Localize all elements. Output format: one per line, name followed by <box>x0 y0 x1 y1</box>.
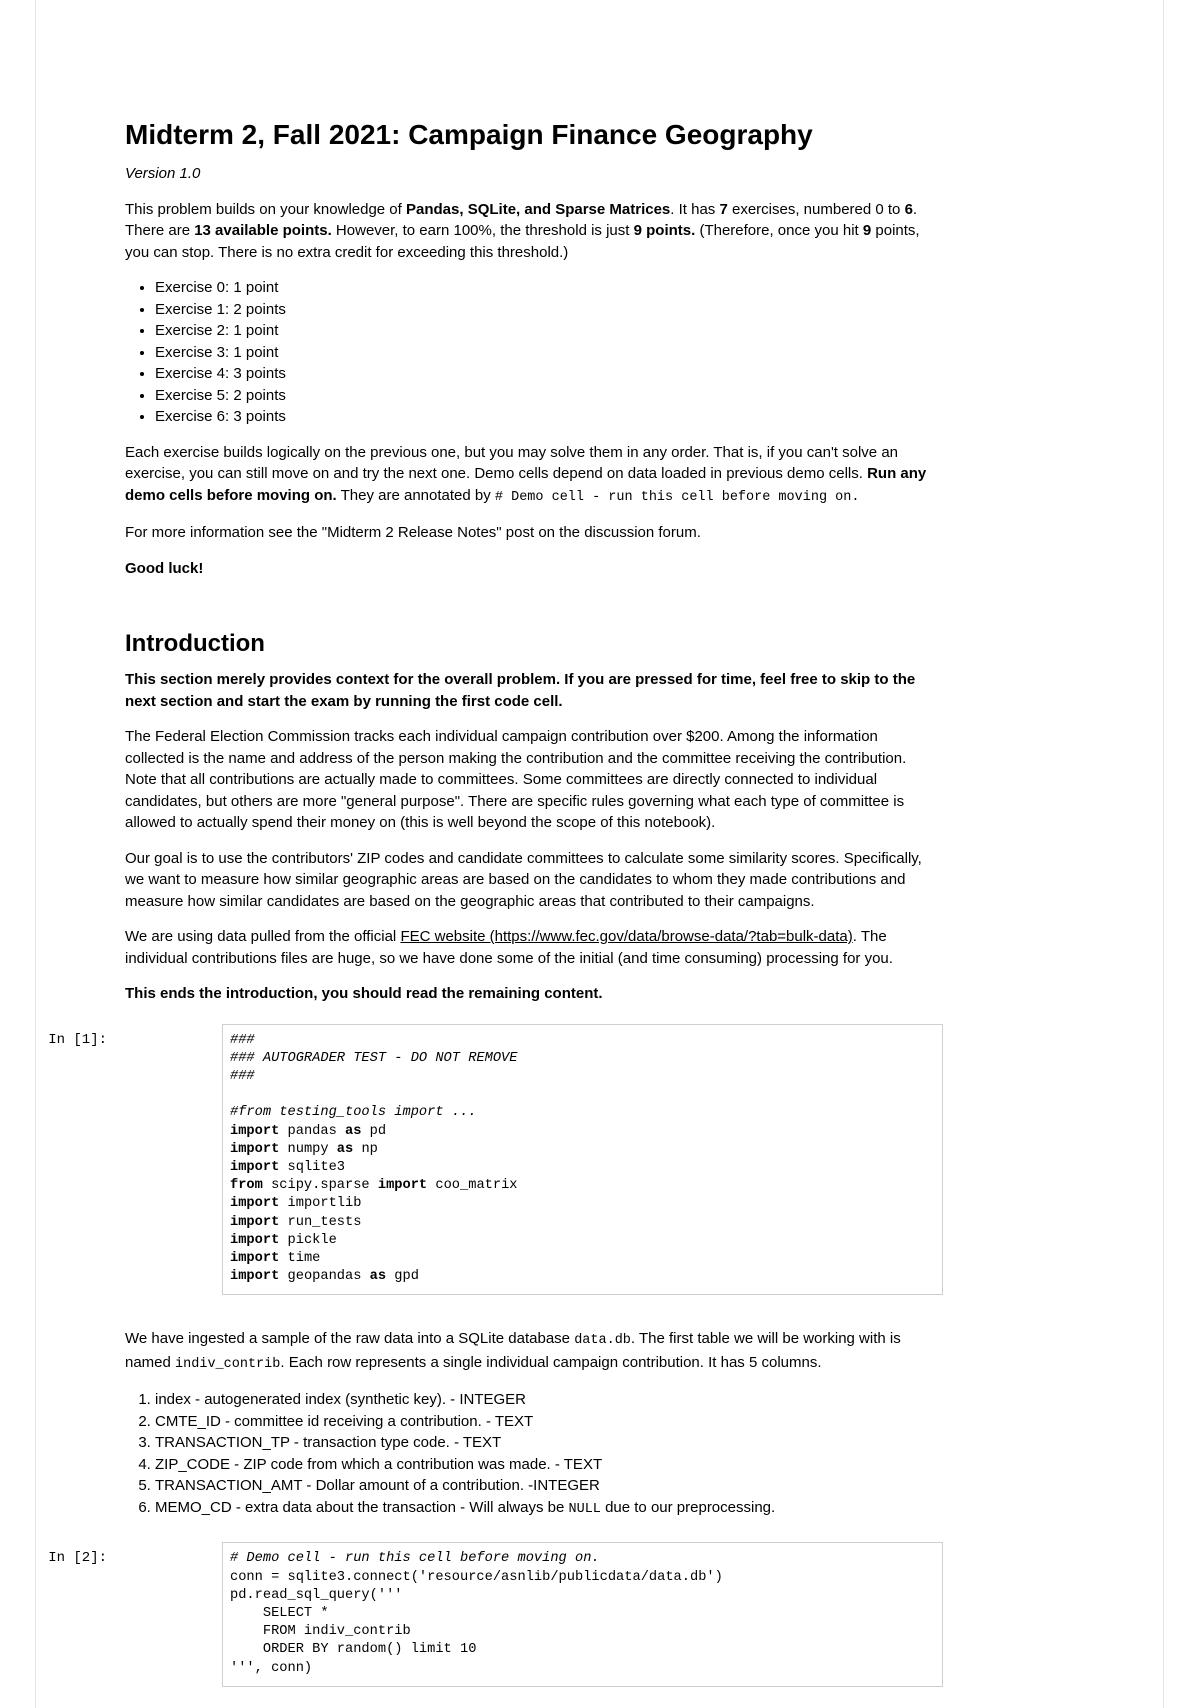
list-item: • Exercise 5: 2 points <box>155 385 935 407</box>
list-item: • Exercise 1: 2 points <box>155 299 935 321</box>
release-notes-paragraph: For more information see the "Midterm 2 Release Notes" post on the discussion forum. <box>125 524 701 541</box>
good-luck-text: Good luck! <box>125 559 204 577</box>
column-list <box>125 1389 935 1520</box>
cell-prompt: In [1]: <box>48 1031 107 1048</box>
inline-code: NULL <box>568 1501 601 1517</box>
ends-note: This ends the introduction, you should read the remaining content. <box>125 985 603 1002</box>
list-item: 6. MEMO_CD - extra data about the transaction - Will always be NULL due to our preprocessing. <box>155 1497 935 1521</box>
inline-code: indiv_contrib <box>175 1356 281 1372</box>
code-cell-2[interactable] <box>48 1542 935 1686</box>
fec-website-link[interactable]: FEC website (https://www.fec.gov/data/browse-data/?tab=bulk-data) <box>400 928 853 945</box>
list-item: 4. ZIP_CODE - ZIP code from which a contribution was made. - TEXT <box>155 1454 935 1476</box>
introduction-heading: Introduction <box>125 630 265 657</box>
version-label: Version 1.0 <box>125 165 201 182</box>
list-item: 2. CMTE_ID - committee id receiving a contribution. - TEXT <box>155 1411 935 1433</box>
ingest-paragraph: We have ingested a sample of the raw data into a SQLite database data.db. The first table we will be working with is named indiv_contrib. Each row represents a single individual campaign contribution. It has 5 columns. <box>125 1330 901 1372</box>
page-title: Midterm 2, Fall 2021: Campaign Finance Geography <box>125 119 813 150</box>
context-note: This section merely provides context for the overall problem. If you are pressed for time, feel free to skip to the next section and start the exam by running the first code cell. <box>125 671 916 710</box>
list-item: • Exercise 4: 3 points <box>155 363 935 385</box>
code-editor[interactable]: ### ### AUTOGRADER TEST - DO NOT REMOVE ### #from testing_tools import ... import pandas as pd import numpy as np import sqlite3 from scipy.sparse import coo_matrix import importlib import run_tests import pickle import time import geopandas as gpd <box>222 1024 943 1296</box>
cell-prompt: In [2]: <box>48 1550 107 1567</box>
list-item: 3. TRANSACTION_TP - transaction type code. - TEXT <box>155 1432 935 1454</box>
list-item: • Exercise 2: 1 point <box>155 320 935 342</box>
exercise-list <box>125 277 935 428</box>
goal-paragraph: Our goal is to use the contributors' ZIP codes and candidate committees to calculate some similarity scores. Specifically, we want to measure how similar geographic areas are based on the candidates to whom they made contributions and measure how similar candidates are based on the geographic areas that contributed to their campaigns. <box>125 849 922 910</box>
inline-code: data.db <box>574 1333 631 1349</box>
list-item: 1. index - autogenerated index (synthetic key). - INTEGER <box>155 1389 935 1411</box>
fec-paragraph: The Federal Election Commission tracks each individual campaign contribution over $200. Among the information collected is the name and address of the person making the contribution and the committee receiving the contribution. Note that all contributions are actually made to committees. Some committees are directly connected to individual candidates, but others are more "general purpose". There are specific rules governing what each type of committee is allowed to actually spend their money on (this is well beyond the scope of this notebook). <box>125 728 907 831</box>
inline-code: # Demo cell - run this cell before moving on. <box>494 489 860 505</box>
intro-paragraph: This problem builds on your knowledge of Pandas, SQLite, and Sparse Matrices. It has 7 exercises, numbered 0 to 6. There are 13 available points. However, to earn 100%, the threshold is just 9 points. (Therefore, once you hit 9 points, you can stop. There is no extra credit for exceeding this threshold.) <box>125 200 920 261</box>
code-cell-1[interactable] <box>48 1024 935 1296</box>
data-source-paragraph: We are using data pulled from the official FEC website (https://www.fec.gov/data/browse-data/?tab=bulk-data). The individual contributions files are huge, so we have done some of the initial (and time consuming) processing for you. <box>125 928 893 967</box>
list-item: • Exercise 6: 3 points <box>155 406 935 428</box>
order-paragraph: Each exercise builds logically on the previous one, but you may solve them in any order. That is, if you can't solve an exercise, you can still move on and try the next one. Demo cells depend on data loaded in previous demo cells. Run any demo cells before moving on. They are annotated by # Demo cell - run this cell before moving on. <box>125 443 927 505</box>
list-item: 5. TRANSACTION_AMT - Dollar amount of a contribution. -INTEGER <box>155 1475 935 1497</box>
notebook-content <box>48 118 935 1687</box>
list-item: • Exercise 0: 1 point <box>155 277 935 299</box>
code-editor[interactable]: # Demo cell - run this cell before moving on. conn = sqlite3.connect('resource/asnlib/publicdata/data.db') pd.read_sql_query(''' SELECT * FROM indiv_contrib ORDER BY random() limit 10 ''', conn) <box>222 1542 943 1686</box>
list-item: • Exercise 3: 1 point <box>155 342 935 364</box>
